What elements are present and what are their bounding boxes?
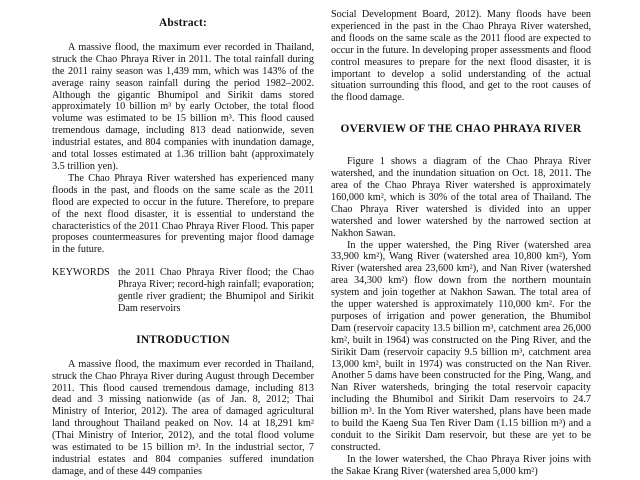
left-column	[52, 0, 314, 478]
abstract-heading: Abstract:	[159, 17, 207, 29]
abstract-paragraph-2: The Chao Phraya River watershed has experienced many floods in the past, and floods on the same scale as the 2011 flood are expected to occur in the future. Therefore, to prepare of the next flood disaster, it is essential to understand the characteristics of the 2011 Chao Phraya River Flood. This paper proposes countermeasures for preventing major flood damage in the future.	[52, 172, 314, 256]
overview-paragraph-1: Figure 1 shows a diagram of the Chao Phraya River watershed, and the inundation situation on Oct. 18, 2011. The area of the Chao Phraya River watershed is approximately 160,000 km², which is 30% of the total area of Thailand. The Chao Phraya River watershed is divided into an upper watershed and lower watershed by the narrowed section at Nakhon Sawan.	[331, 156, 591, 239]
overview-paragraph-2: In the upper watershed, the Ping River (watershed area 33,900 km²), Wang River (watershed area 10,800 km²), Yom River (watershed area 23,600 km²), and Nan River (watershed area 34,300 km²) flow down from the northern mountain system and join together at Nakhon Sawan. The total area of the upper watershed is approximately 110,000 km². For the purposes of irrigation and power generation, the Bhumibol Dam (reservoir capacity 13.5 billion m³, catchment area 26,000 km², built in 1964) was constructed on the Ping River, and the Sirikit Dam (reservoir capacity 9.5 billion m³, catchment area 13,000 km², built in 1974) was constructed on the Nan River. Another 5 dams have been constructed for the Ping, Wang, and Nan River watersheds, bringing the total reservoir capacity including the Bhumibol and Sirikit Dam reservoirs to 24.7 billion m³. In the Yom River watershed, plans have been made to build the Kaeng Sua Ten River Dam (1.15 billion m³) and a conduit to the Sirikit Dam reservoir, but these are yet to be constructed.	[331, 239, 591, 453]
introduction-heading: INTRODUCTION	[136, 333, 230, 346]
right-column	[331, 0, 591, 478]
keywords-text: the 2011 Chao Phraya River flood; the Chao Phraya River; record-high rainfall; evaporation; gentle river gradient; the Bhumipol and Sirikit Dam reservoirs	[118, 267, 314, 314]
introduction-paragraph-1: A massive flood, the maximum ever recorded in Thailand, struck the Chao Phraya River during August through December 2011. This flood caused tremendous damage, including 813 dead and 3 missing nationwide (as of Jan. 8, 2012; Thai Ministry of Interior, 2012). The area of damaged agricultural land throughout Thailand peaked on Nov. 14 at 18,291 km² (Thai Ministry of Interior, 2012), and the total flood volume was estimated to be 15 billion m³. In the industrial sector, 7 industrial estates and 804 companies suffered inundation damage, and of these 449 companies	[52, 358, 314, 477]
overview-paragraph-3: In the lower watershed, the Chao Phraya River joins with the Sakae Krang River (watershed area 5,000 km²)	[331, 453, 591, 477]
keywords-block	[52, 267, 314, 315]
overview-heading: OVERVIEW OF THE CHAO PHRAYA RIVER	[340, 123, 582, 136]
abstract-paragraph-1: A massive flood, the maximum ever recorded in Thailand, struck the Chao Phraya River in 2011. The total rainfall during the 2011 rainy season was 1,439 mm, which was 143% of the average rainy season rainfall during the period 1982–2002. Although the gigantic Bhumipol and Sirikit dams stored approximately 10 billion m³ by early October, the total flood volume was estimated to be 15 billion m³. This flood caused tremendous damage, including 813 dead nationwide, seven industrial estates, and 804 companies with inundation damage, and total losses estimated at 1.36 trillion baht (approximately 3.5 trillion yen).	[52, 41, 314, 172]
continuation-paragraph: Social Development Board, 2012). Many floods have been experienced in the past in the Chao Phraya River watershed, and floods on the same scale as the 2011 flood are expected to occur in the future. In developing proper assessments and flood control measures to prepare for the next flood disaster, it is important to develop a solid understanding of the actual situation surrounding this flood, and get to the root causes of the flood damage.	[331, 9, 591, 104]
keywords-label: KEYWORDS	[52, 267, 110, 279]
